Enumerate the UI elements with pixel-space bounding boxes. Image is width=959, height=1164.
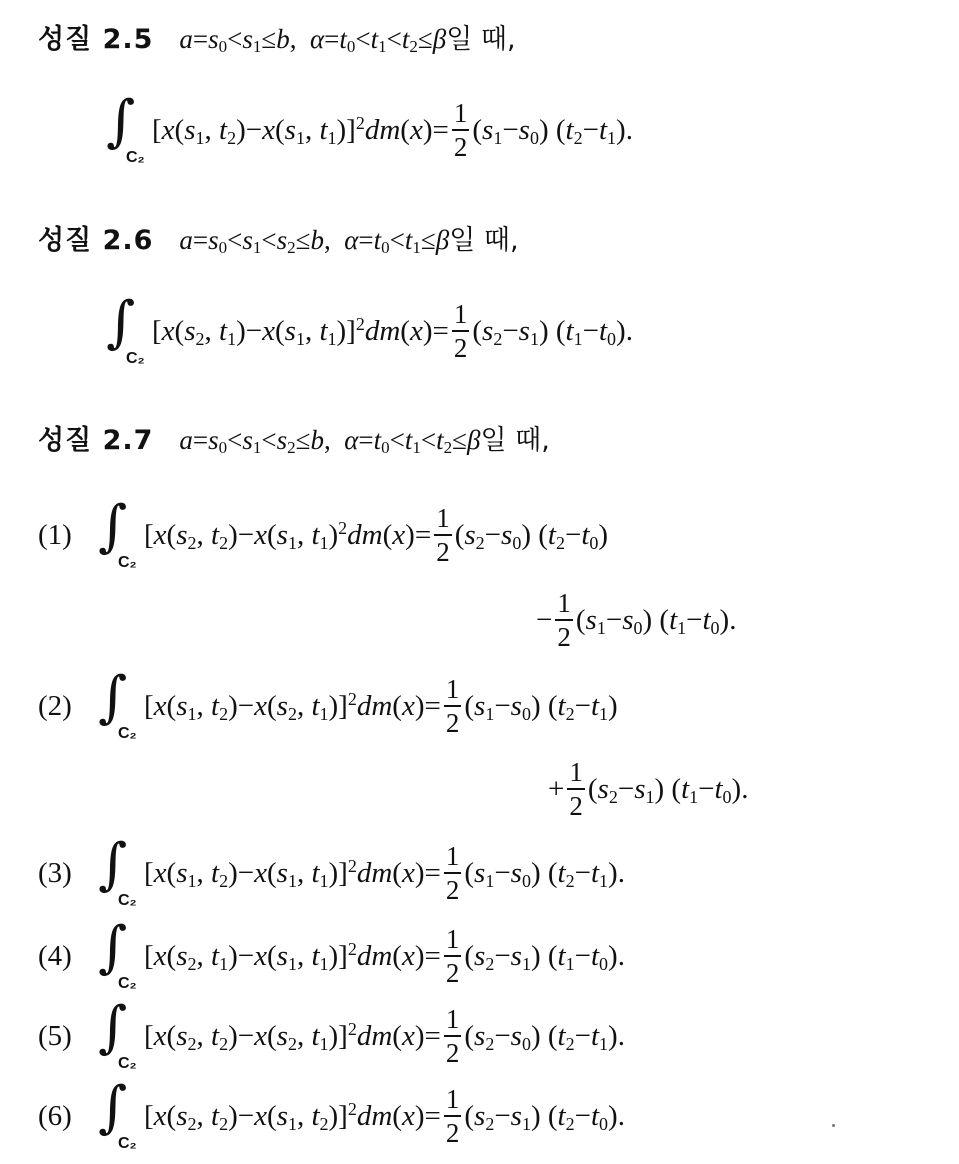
equation-number: (3) [38,857,72,889]
property-label: 성질 2.6 [38,225,154,256]
equation-number: (2) [38,690,72,722]
equation-1-continuation: − $\frac{1}{2}$ $(s_1-s_0)$ $(t_1-t_0)$. [536,588,737,652]
equation-number: (6) [38,1100,72,1132]
one-half-fraction: $\frac{1}{2}$ [445,1004,460,1068]
one-half-fraction: $\frac{1}{2}$ [453,299,468,363]
one-half-fraction: $\frac{1}{2}$ [445,841,460,905]
property-condition: $a=s_0<s_1<s_2\le b$, $\alpha=t_0<t_1\le\beta$ [179,225,450,257]
one-half-fraction: $\frac{1}{2}$ [445,674,460,738]
equation-2: (2) ∫ C₂ [$x(s_1$, $t_2)-x(s_2$, $t_1)]^2dm(x)=$ $\frac{1}{2}$ $(s_1-s_0)$ $(t_2-t_1)$ [38,665,618,742]
property-2-5-header [38,21,516,58]
equation-6: (6) ∫ C₂ [$x(s_2$, $t_2)-x(s_1$, $t_2)]^2dm(x)=$ $\frac{1}{2}$ $(s_2-s_1)$ $(t_2-t_0)$. [38,1075,625,1152]
property-2-6-equation: ∫ C₂ [$x(s_2$, $t_1)-x(s_1$, $t_1)]^2dm(x)=$ $\frac{1}{2}$ $(s_2-s_1)$ $(t_1-t_0)$. [106,290,633,367]
property-condition: $a=s_0<s_1\le b$, $\alpha=t_0<t_1<t_2\le\beta$ [179,24,447,56]
property-condition: $a=s_0<s_1<s_2\le b$, $\alpha=t_0<t_1<t_2\le\beta$ [179,425,481,457]
integral-sign: ∫ C₂ [98,832,137,909]
equation-number: (4) [38,940,72,972]
equation-number: (1) [38,519,72,551]
one-half-fraction: $\frac{1}{2}$ [569,757,583,821]
one-half-fraction: $\frac{1}{2}$ [557,588,571,652]
one-half-fraction: $\frac{1}{2}$ [445,1084,460,1148]
property-label: 성질 2.7 [38,425,154,456]
integral-sign: ∫ C₂ [98,915,137,992]
page-speck [832,1124,835,1127]
equation-4: (4) ∫ C₂ [$x(s_2$, $t_1)-x(s_1$, $t_1)]^2dm(x)=$ $\frac{1}{2}$ $(s_2-s_1)$ $(t_1-t_0)$. [38,915,625,992]
equation-1: (1) ∫ C₂ [$x(s_2$, $t_2)-x(s_1$, $t_1)^2dm(x)=$ $\frac{1}{2}$ $(s_2-s_0)$ $(t_2-t_0)$ [38,494,609,571]
one-half-fraction: $\frac{1}{2}$ [445,924,460,988]
property-tail: 일 때, [446,24,516,55]
equation-5: (5) ∫ C₂ [$x(s_2$, $t_2)-x(s_2$, $t_1)]^2dm(x)=$ $\frac{1}{2}$ $(s_2-s_0)$ $(t_2-t_1)$. [38,995,625,1072]
one-half-fraction: $\frac{1}{2}$ [436,503,450,567]
integral-sign: ∫ C₂ [98,1075,137,1152]
one-half-fraction: $\frac{1}{2}$ [453,98,468,162]
integral-sign: ∫ C₂ [106,290,145,367]
property-tail: 일 때, [480,425,550,456]
property-label: 성질 2.5 [38,24,154,55]
equation-number: (5) [38,1020,72,1052]
property-2-6-header [38,222,519,259]
property-tail: 일 때, [449,225,519,256]
equation-2-continuation: + $\frac{1}{2}$ $(s_2-s_1)$ $(t_1-t_0)$. [548,757,749,821]
integral-sign: ∫ C₂ [98,995,137,1072]
equation-3: (3) ∫ C₂ [$x(s_1$, $t_2)-x(s_1$, $t_1)]^2dm(x)=$ $\frac{1}{2}$ $(s_1-s_0)$ $(t_2-t_1)$. [38,832,625,909]
integral-sign: ∫ C₂ [98,665,137,742]
property-2-7-header [38,422,550,459]
integral-sign: ∫ C₂ [98,494,137,571]
property-2-5-equation: ∫ C₂ [$x(s_1$, $t_2)-x(s_1$, $t_1)]^2dm(x)=$ $\frac{1}{2}$ $(s_1-s_0)$ $(t_2-t_1)$. [106,89,633,166]
integral-sign: ∫ C₂ [106,89,145,166]
